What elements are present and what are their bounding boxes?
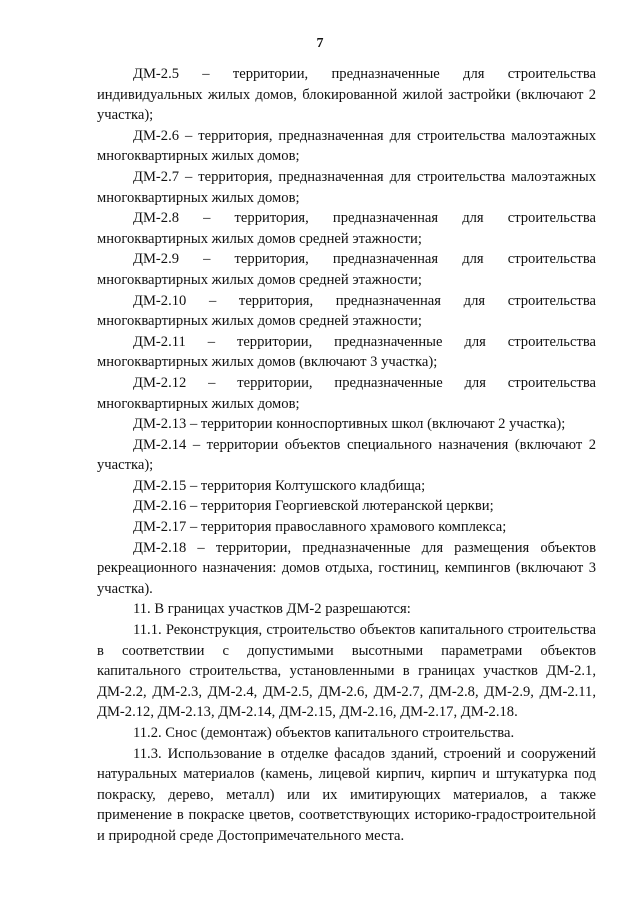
paragraph-dm-2-5: ДМ-2.5 – территории, предназначенные для строительства индивидуальных жилых домов, блокированной жилой застройки (включают 2 участка); xyxy=(97,66,596,124)
paragraph-11-1: 11.1. Реконструкция, строительство объектов капитального строительства в соответствии с допустимыми высотными параметрами объектов капитального строительства, установленными в границах участков ДМ-2.1, ДМ-2.2, ДМ-2.3, ДМ-2.4, ДМ-2.5, ДМ-2.6, ДМ-2.7, ДМ-2.8, ДМ-2.9, ДМ-2.11, ДМ-2.12, ДМ-2.13, ДМ-2.14, ДМ-2.15, ДМ-2.16, ДМ-2.17, ДМ-2.18. xyxy=(97,622,596,721)
paragraph-dm-2-10: ДМ-2.10 – территория, предназначенная для строительства многоквартирных жилых домов средней этажности; xyxy=(97,292,596,330)
paragraph-dm-2-6: ДМ-2.6 – территория, предназначенная для строительства малоэтажных многоквартирных жилых домов; xyxy=(97,127,596,165)
paragraph-dm-2-14: ДМ-2.14 – территории объектов специального назначения (включают 2 участка); xyxy=(97,436,596,474)
paragraph-dm-2-8: ДМ-2.8 – территория, предназначенная для строительства многоквартирных жилых домов средней этажности; xyxy=(97,210,596,247)
page-number: 7 xyxy=(316,36,324,51)
paragraph-dm-2-7: ДМ-2.7 – территория, предназначенная для строительства малоэтажных многоквартирных жилых домов; xyxy=(97,168,596,206)
document-body xyxy=(97,64,596,847)
paragraph-dm-2-12: ДМ-2.12 – территории, предназначенные для строительства многоквартирных жилых домов; xyxy=(97,374,596,412)
paragraph-dm-2-16: ДМ-2.16 – территория Георгиевской лютеранской церкви; xyxy=(133,498,494,515)
paragraph-dm-2-11: ДМ-2.11 – территории, предназначенные для строительства многоквартирных жилых домов (включают 3 участка); xyxy=(97,333,596,371)
paragraph-dm-2-15: ДМ-2.15 – территория Колтушского кладбища; xyxy=(133,477,426,494)
paragraph-11-2: 11.2. Снос (демонтаж) объектов капитального строительства. xyxy=(133,725,515,741)
paragraph-dm-2-18: ДМ-2.18 – территории, предназначенные для размещения объектов рекреационного назначения: домов отдыха, гостиниц, кемпингов (включают 3 участка). xyxy=(97,539,596,597)
paragraph-dm-2-13: ДМ-2.13 – территории конноспортивных школ (включают 2 участка); xyxy=(133,416,566,433)
paragraph-11-3: 11.3. Использование в отделке фасадов зданий, строений и сооружений натуральных материалов (камень, лицевой кирпич, кирпич и штукатурка под покраску, дерево, металл) или их имитирующих материалов, а также применение в покраске цветов, соответствующих историко-градостроительной и природной среде Достопримечательного места. xyxy=(97,745,596,844)
paragraph-dm-2-17: ДМ-2.17 – территория православного храмового комплекса; xyxy=(133,519,507,536)
paragraph-dm-2-9: ДМ-2.9 – территория, предназначенная для строительства многоквартирных жилых домов средней этажности; xyxy=(97,251,596,288)
section-11-heading: 11. В границах участков ДМ-2 разрешаются: xyxy=(133,601,411,618)
